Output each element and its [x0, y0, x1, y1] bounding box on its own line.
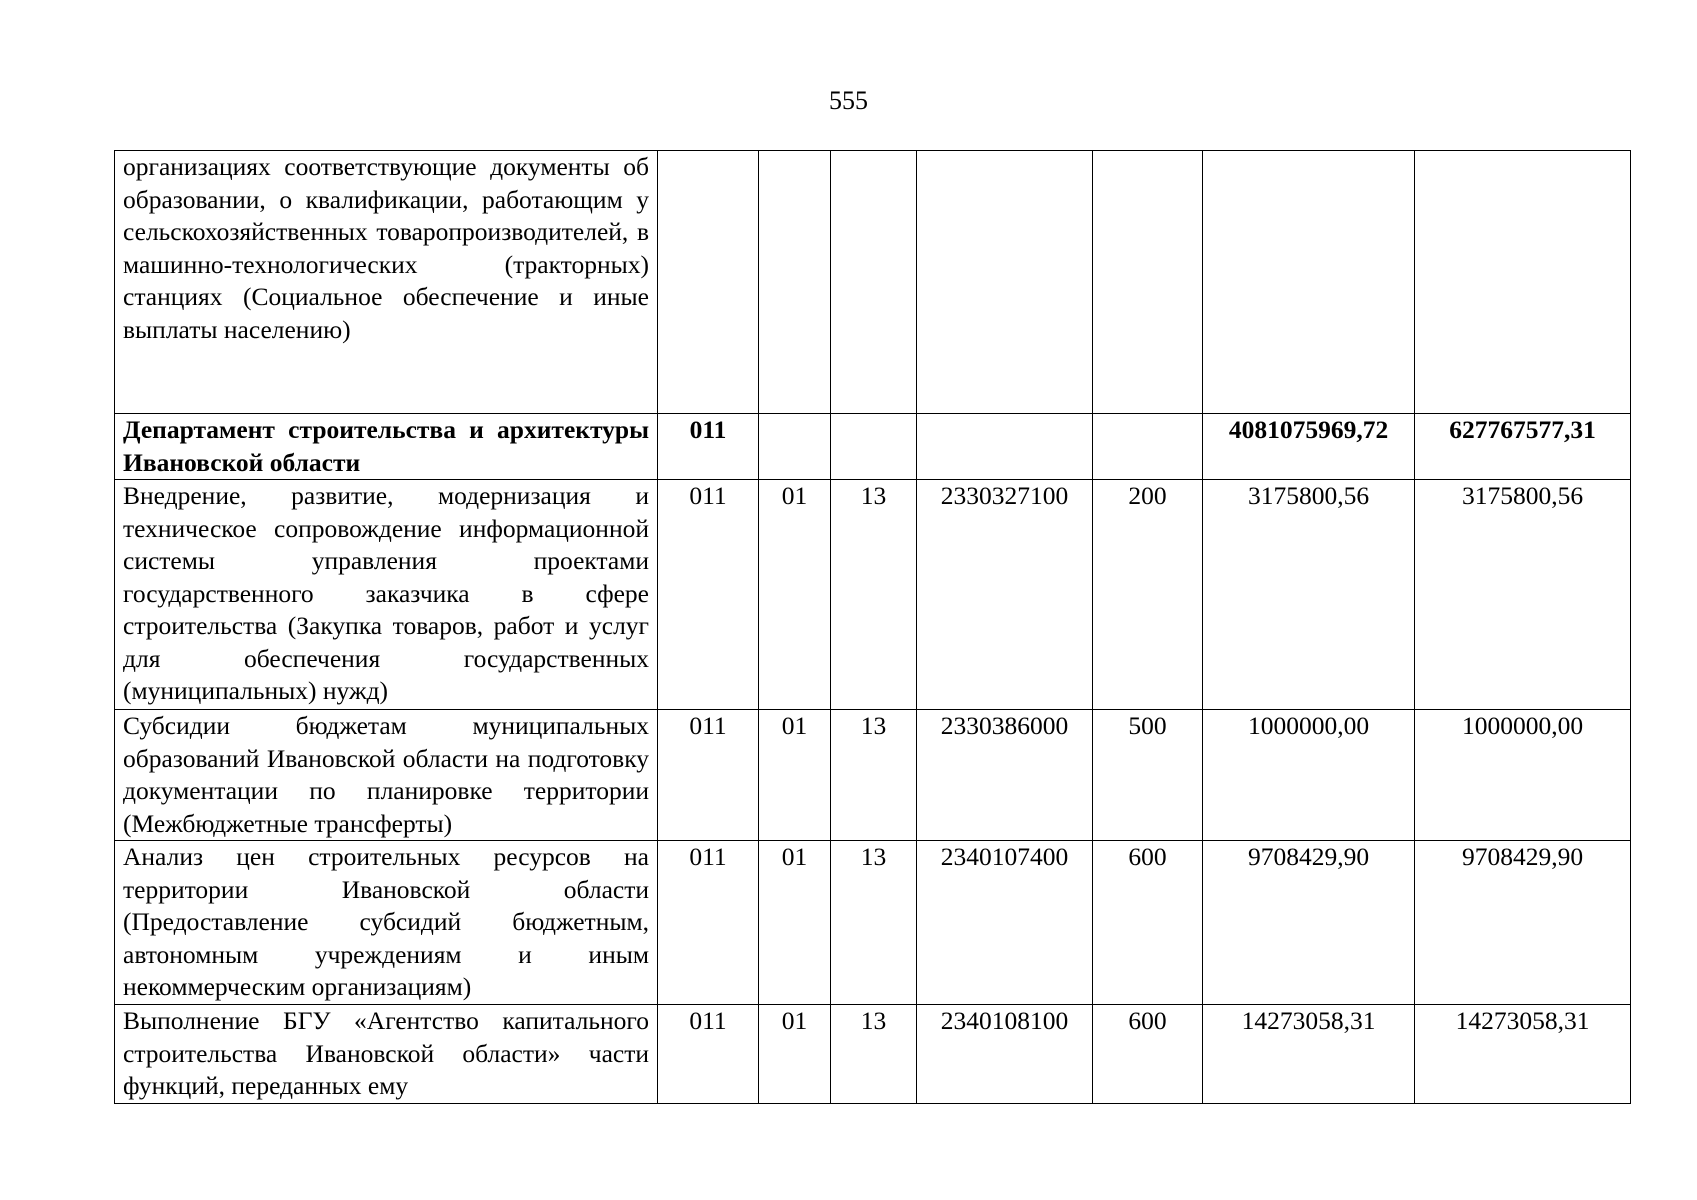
row-subsection: 13 — [831, 1005, 917, 1104]
department-row — [115, 414, 1631, 480]
row-sum-2: 14273058,31 — [1415, 1005, 1631, 1104]
row-section: 01 — [759, 1005, 831, 1104]
row-sum-2: 3175800,56 — [1415, 480, 1631, 710]
row-sum-1: 1000000,00 — [1203, 710, 1415, 841]
row-subsection: 13 — [831, 710, 917, 841]
row-code: 011 — [658, 480, 759, 710]
row-section: 01 — [759, 710, 831, 841]
row-sum-2 — [1415, 151, 1631, 414]
row-subsection — [831, 414, 917, 480]
table-row — [115, 151, 1631, 414]
row-sum-1: 9708429,90 — [1203, 841, 1415, 1005]
row-subsection: 13 — [831, 841, 917, 1005]
row-target: 2340107400 — [917, 841, 1093, 1005]
row-code: 011 — [658, 710, 759, 841]
row-description: Субсидии бюджетам муниципальных образований Ивановской области на подготовку документации по планировке территории (Межбюджетные трансферты) — [115, 710, 658, 841]
row-expense-type: 600 — [1093, 841, 1203, 1005]
table-row — [115, 841, 1631, 1005]
table-row — [115, 710, 1631, 841]
table-row — [115, 480, 1631, 710]
row-description: Внедрение, развитие, модернизация и техническое сопровождение информационной системы управления проектами государственного заказчика в сфере строительства (Закупка товаров, работ и услуг для обеспечения государственных (муниципальных) нужд) — [115, 480, 658, 710]
row-description: Анализ цен строительных ресурсов на территории Ивановской области (Предоставление субсидий бюджетным, автономным учреждениям и иным некоммерческим организациям) — [115, 841, 658, 1005]
row-target — [917, 414, 1093, 480]
row-sum-1: 14273058,31 — [1203, 1005, 1415, 1104]
row-code: 011 — [658, 414, 759, 480]
row-sum-1 — [1203, 151, 1415, 414]
row-code: 011 — [658, 841, 759, 1005]
row-sum-1: 3175800,56 — [1203, 480, 1415, 710]
row-section: 01 — [759, 480, 831, 710]
row-expense-type: 200 — [1093, 480, 1203, 710]
row-sum-2: 627767577,31 — [1415, 414, 1631, 480]
row-expense-type: 600 — [1093, 1005, 1203, 1104]
department-name: Департамент строительства и архитектуры Ивановской области — [115, 414, 658, 480]
row-sum-2: 9708429,90 — [1415, 841, 1631, 1005]
row-description: Выполнение БГУ «Агентство капитального строительства Ивановской области» части функций, переданных ему — [115, 1005, 658, 1104]
row-code: 011 — [658, 1005, 759, 1104]
row-sum-1: 4081075969,72 — [1203, 414, 1415, 480]
row-section — [759, 414, 831, 480]
row-section: 01 — [759, 841, 831, 1005]
row-description: организациях соответствующие документы об образовании, о квалификации, работающим у сельскохозяйственных товаропроизводителей, в машинно-технологических (тракторных) станциях (Социальное обеспечение и иные выплаты населению) — [115, 151, 658, 414]
row-code — [658, 151, 759, 414]
row-target: 2330327100 — [917, 480, 1093, 710]
page-number — [0, 86, 1697, 116]
table-row — [115, 1005, 1631, 1104]
row-target: 2340108100 — [917, 1005, 1093, 1104]
row-expense-type: 500 — [1093, 710, 1203, 841]
row-expense-type — [1093, 151, 1203, 414]
row-target: 2330386000 — [917, 710, 1093, 841]
budget-table — [114, 150, 1631, 1104]
row-expense-type — [1093, 414, 1203, 480]
page-number-text: 555 — [829, 86, 868, 115]
row-section — [759, 151, 831, 414]
row-sum-2: 1000000,00 — [1415, 710, 1631, 841]
row-target — [917, 151, 1093, 414]
row-subsection — [831, 151, 917, 414]
row-subsection: 13 — [831, 480, 917, 710]
